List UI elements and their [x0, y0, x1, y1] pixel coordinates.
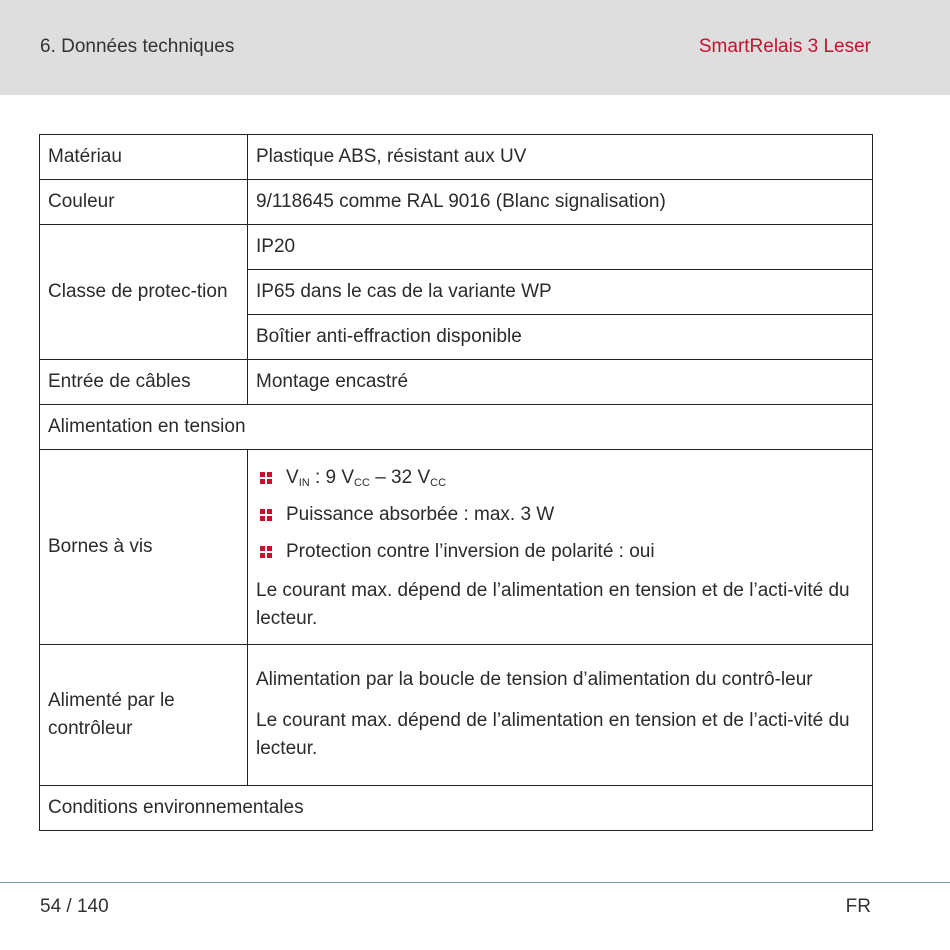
language-code: FR: [845, 896, 871, 917]
row-value-material: Plastique ABS, résistant aux UV: [248, 135, 873, 180]
row-label-controller-powered: Alimenté par le contrôleur: [40, 645, 248, 786]
polarity-protection: Protection contre l’inversion de polarité : oui: [286, 541, 655, 562]
row-value-protection-2: IP65 dans le cas de la variante WP: [248, 270, 873, 315]
technical-data-table: [39, 134, 873, 831]
row-value-screw-terminals: [248, 450, 873, 645]
controller-supply-note: Alimentation par la boucle de tension d’alimentation du contrô-leur: [256, 668, 813, 690]
row-value-protection-3: Boîtier anti-effraction disponible: [248, 315, 873, 360]
controller-current-note: Le courant max. dépend de l’alimentation en tension et de l’acti-vité du lecteur.: [256, 709, 850, 759]
current-note: Le courant max. dépend de l’alimentation en tension et de l’acti-vité du lecteur.: [256, 579, 850, 629]
bullet-icon: [260, 509, 272, 521]
table-row: [40, 405, 873, 450]
row-label-cable-entry: Entrée de câbles: [40, 360, 248, 405]
footer-divider: [0, 882, 950, 883]
list-item: [256, 460, 864, 497]
table-row: [40, 360, 873, 405]
power-consumption: Puissance absorbée : max. 3 W: [286, 504, 555, 525]
voltage-range: $V_{IN}$ : 9 $V_{CC} - 32$ $V_{CC}$: [286, 467, 447, 489]
list-item: [256, 497, 864, 534]
list-item: [256, 534, 864, 571]
row-value-cable-entry: Montage encastré: [248, 360, 873, 405]
row-label-screw-terminals: Bornes à vis: [40, 450, 248, 645]
section-heading-environment: Conditions environnementales: [40, 786, 873, 831]
bullet-icon: [260, 546, 272, 558]
row-label-protection: Classe de protec-tion: [40, 225, 248, 360]
table-row: [40, 135, 873, 180]
bullet-icon: [260, 472, 272, 484]
row-label-material: Matériau: [40, 135, 248, 180]
row-value-protection-1: IP20: [248, 225, 873, 270]
table-row: [40, 450, 873, 645]
section-title: 6. Données techniques: [40, 36, 235, 57]
product-name: SmartRelais 3 Leser: [698, 36, 871, 57]
page-header: [0, 0, 950, 95]
table-row: [40, 180, 873, 225]
row-label-color: Couleur: [40, 180, 248, 225]
table-row: [40, 225, 873, 270]
page-number: 54 / 140: [40, 896, 109, 917]
row-value-controller-powered: [248, 645, 873, 786]
row-value-color: 9/118645 comme RAL 9016 (Blanc signalisation): [248, 180, 873, 225]
section-heading-power-supply: Alimentation en tension: [40, 405, 873, 450]
table-row: [40, 645, 873, 786]
table-row: [40, 786, 873, 831]
